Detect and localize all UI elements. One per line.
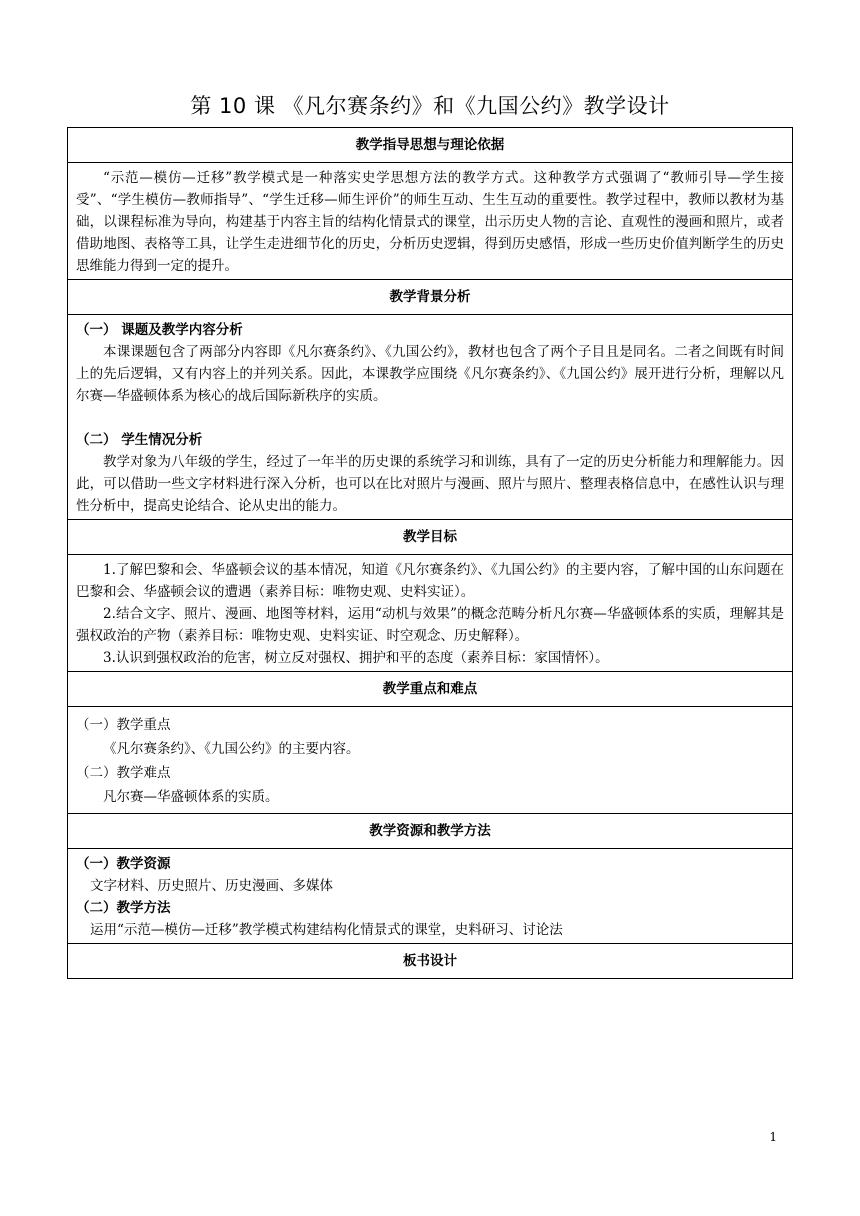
resources-sub2-text: 运用“示范—模仿—迁移”教学模式构建结构化情景式的课堂，史料研习、讨论法 bbox=[90, 922, 563, 938]
page-title: 第 10 课 《凡尔赛条约》和《九国公约》教学设计 bbox=[190, 94, 670, 118]
resources-cell bbox=[68, 849, 793, 944]
key-points-sub1-title: （一）教学重点 bbox=[76, 717, 171, 733]
resources-sub1-text: 文字材料、历史照片、历史漫画、多媒体 bbox=[90, 878, 333, 894]
section-header-board: 板书设计 bbox=[68, 944, 793, 979]
objective-item-3: 3.认识到强权政治的危害，树立反对强权、拥护和平的态度（素养目标：家国情怀）。 bbox=[103, 650, 609, 666]
objectives-cell bbox=[68, 555, 793, 672]
guiding-cell bbox=[68, 163, 793, 280]
section-header-background: 教学背景分析 bbox=[68, 280, 793, 315]
background-sub2-title: （二） 学生情况分析 bbox=[76, 432, 203, 448]
resources-sub2-title: （二）教学方法 bbox=[76, 900, 171, 916]
objective-item-1: 1.了解巴黎和会、华盛顿会议的基本情况，知道《凡尔赛条约》、《九国公约》的主要内容，了解中国的山东问题在巴黎和会、华盛顿会议的遭遇（素养目标：唯物史观、史料实证）。 bbox=[76, 562, 784, 600]
section-header-guiding: 教学指导思想与理论依据 bbox=[68, 128, 793, 163]
key-points-sub1-text: 《凡尔赛条约》、《九国公约》的主要内容。 bbox=[103, 741, 360, 757]
guiding-text: “示范—模仿—迁移”教学模式是一种落实史学思想方法的教学方式。这种教学方式强调了“教师引导—学生接受”、“学生模仿—教师指导”、“学生迁移—师生评价”的师生互动、生生互动的重要性。教学过程中，教师以教材为基础，以课程标准为导向，构建基于内容主旨的结构化情景式的课堂，出示历史人物的言论、直观性的漫画和照片，或者借助地图、表格等工具，让学生走进细节化的历史，分析历史逻辑，得到历史感悟，形成一些历史价值判断学生的历史思维能力得到一定的提升。 bbox=[76, 170, 784, 274]
section-header-resources: 教学资源和教学方法 bbox=[68, 814, 793, 849]
objective-item-2: 2.结合文字、照片、漫画、地图等材料，运用“动机与效果”的概念范畴分析凡尔赛—华盛顿体系的实质，理解其是强权政治的产物（素养目标：唯物史观、史料实证、时空观念、历史解释）。 bbox=[76, 606, 784, 644]
background-cell bbox=[68, 315, 793, 520]
key-points-cell bbox=[68, 707, 793, 814]
lesson-plan-table bbox=[67, 127, 793, 979]
page-number: 1 bbox=[769, 1130, 777, 1144]
section-header-objectives: 教学目标 bbox=[68, 520, 793, 555]
resources-sub1-title: （一）教学资源 bbox=[76, 856, 171, 872]
key-points-sub2-title: （二）教学难点 bbox=[76, 765, 171, 781]
section-header-key-points: 教学重点和难点 bbox=[68, 672, 793, 707]
background-sub1-title: （一） 课题及教学内容分析 bbox=[76, 322, 243, 338]
background-sub1-text: 本课课题包含了两部分内容即《凡尔赛条约》、《九国公约》，教材也包含了两个子目且是同名。二者之间既有时间上的先后逻辑，又有内容上的并列关系。因此，本课教学应围绕《凡尔赛条约》、《九国公约》展开进行分析，理解以凡尔赛—华盛顿体系为核心的战后国际新秩序的实质。 bbox=[76, 344, 784, 404]
key-points-sub2-text: 凡尔赛—华盛顿体系的实质。 bbox=[103, 789, 279, 805]
background-sub2-text: 教学对象为八年级的学生，经过了一年半的历史课的系统学习和训练，具有了一定的历史分析能力和理解能力。因此，可以借助一些文字材料进行深入分析，也可以在比对照片与漫画、照片与照片、整理表格信息中，在感性认识与理性分析中，提高史论结合、论从史出的能力。 bbox=[76, 454, 784, 514]
